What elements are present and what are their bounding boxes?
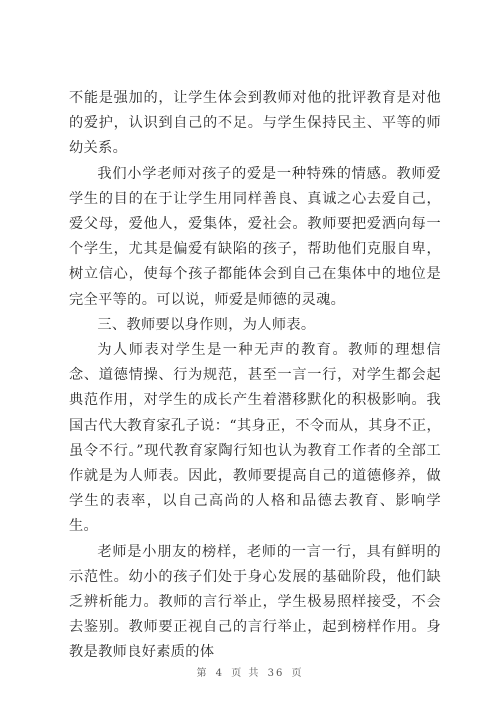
footer-suffix: 页	[291, 668, 304, 679]
document-body	[69, 86, 441, 666]
footer-current-page: 4	[215, 668, 225, 679]
footer-total-pages: 36	[267, 668, 285, 679]
footer-middle: 页 共	[231, 668, 261, 679]
page-footer	[0, 664, 500, 679]
paragraph-role-model: 为人师表对学生是一种无声的教育。教师的理想信念、道德情操、行为规范，甚至一言一行，对学生都会起典范作用，对学生的成长产生着潜移默化的积极影响。我国古代大教育家孔子说：“其身正，不令而从，其身不正，虽令不行。”现代教育家陶行知也认为教育工作者的全部工作就是为人师表。因此，教师要提高自己的道德修养，做学生的表率，以自己高尚的人格和品德去教育、影响学生。	[69, 342, 441, 535]
section-heading-three: 三、教师要以身作则，为人师表。	[97, 316, 316, 333]
paragraph-continuation: 不能是强加的，让学生体会到教师对他的批评教育是对他的爱护，认识到自己的不足。与学生保持民主、平等的师幼关系。	[69, 90, 441, 157]
footer-prefix: 第	[196, 668, 209, 679]
paragraph-example: 老师是小朋友的榜样，老师的一言一行，具有鲜明的示范性。幼小的孩子们处于身心发展的基础阶段，他们缺乏辨析能力。教师的言行举止，学生极易照样接受，不会去鉴别。教师要正视自己的言行举止，起到榜样作用。身教是教师良好素质的体	[69, 543, 441, 661]
paragraph-teacher-love: 我们小学老师对孩子的爱是一种特殊的情感。教师爱学生的目的在于让学生用同样善良、真诚之心去爱自己，爱父母，爱他人，爱集体，爱社会。教师要把爱洒向每一个学生，尤其是偏爱有缺陷的孩子，帮助他们克服自卑，树立信心，使每个孩子都能体会到自己在集体中的地位是完全平等的。可以说，师爱是师德的灵魂。	[69, 165, 441, 308]
